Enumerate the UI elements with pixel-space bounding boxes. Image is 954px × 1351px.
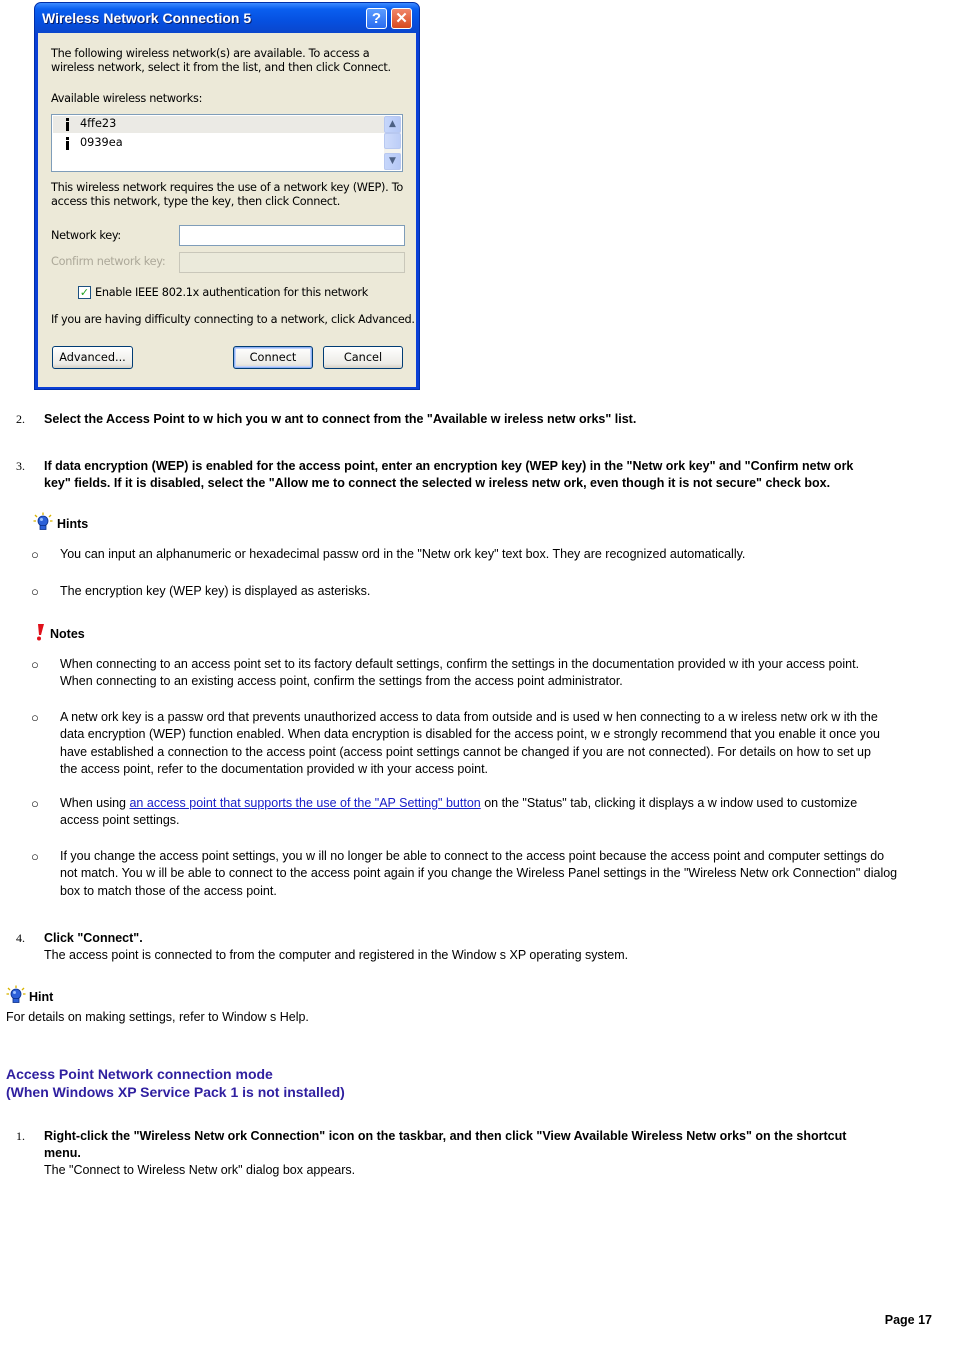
network-list-label: Available wireless networks: [51, 92, 203, 105]
wireless-connection-dialog [34, 2, 420, 390]
step3-text-line2: key" fields. If it is disabled, select the "Allow me to connect the selected w ireless netw ork, even though it is not secure" check box. [44, 476, 831, 490]
note-item [60, 848, 936, 900]
advanced-button[interactable]: Advanced... [52, 346, 133, 369]
ap-setting-link[interactable]: an access point that supports the use of the "AP Setting" button [129, 796, 481, 810]
network-key-label: Network key: [51, 229, 121, 242]
step1-desc: The "Connect to Wireless Netw ork" dialog box appears. [44, 1163, 356, 1177]
note-text: When using [60, 796, 130, 810]
note-line: have established a connection to the access point (access point settings cannot be changed if you are not connected). For details on how to set up [60, 744, 871, 759]
wep-text-line2: access this network, type the key, then click Connect. [51, 195, 341, 208]
bullet: ○ [31, 584, 39, 599]
section-heading-line1: Access Point Network connection mode [6, 1066, 273, 1082]
step-number: 3. [16, 459, 25, 473]
network-list-scrollbar[interactable] [384, 116, 401, 170]
step4-desc: The access point is connected to from the computer and registered in the Window s XP operating system. [44, 948, 629, 962]
lightbulb-icon [6, 985, 26, 1005]
page-number: Page 17 [884, 1313, 932, 1327]
bullet: ○ [31, 710, 39, 725]
scroll-up-icon[interactable]: ▲ [384, 116, 401, 133]
hints-title: Hints [57, 517, 89, 531]
wep-text-line1: This wireless network requires the use of a network key (WEP). To [51, 181, 404, 194]
network-name: 4ffe23 [80, 117, 117, 130]
network-item[interactable] [53, 116, 386, 133]
note-item [60, 709, 936, 779]
exclamation-icon [34, 623, 46, 641]
ieee-checkbox-label: Enable IEEE 802.1x authentication for this network [95, 286, 368, 299]
notes-title: Notes [50, 627, 85, 641]
step-number: 2. [16, 412, 25, 426]
note-item [60, 795, 936, 830]
scroll-thumb[interactable] [384, 133, 401, 149]
bullet: ○ [31, 547, 39, 562]
network-name: 0939ea [80, 136, 123, 149]
step1-text-line2: menu. [44, 1146, 81, 1160]
note-line: data encryption (WEP) function enabled. When data encryption is disabled for the access point, w e strongly recommend that you enable it once you [60, 727, 880, 742]
dialog-title: Wireless Network Connection 5 [42, 10, 252, 26]
bullet: ○ [31, 849, 39, 864]
bullet: ○ [31, 796, 39, 811]
intro-text-line1: The following wireless network(s) are available. To access a [51, 47, 370, 60]
note-text: on the "Status" tab, clicking it displays a w indow used to customize [480, 796, 858, 810]
close-button[interactable]: ✕ [391, 8, 412, 29]
lightbulb-icon [33, 512, 53, 532]
note-line: the access point, refer to the documentation provided w ith your access point. [60, 762, 489, 777]
dialog-body [38, 33, 416, 387]
scroll-down-icon[interactable]: ▼ [384, 153, 401, 170]
wireless-network-icon [64, 118, 70, 131]
ieee-checkbox[interactable]: ✓ [79, 286, 90, 299]
confirm-key-label: Confirm network key: [51, 255, 166, 268]
step1-text-line1: Right-click the "Wireless Netw ork Connection" icon on the taskbar, and then click "View Available Wireless Netw orks" on the shortcut [44, 1129, 847, 1143]
hint-text: For details on making settings, refer to Window s Help. [6, 1010, 309, 1024]
step4-title: Click "Connect". [44, 931, 143, 945]
step-number: 4. [16, 931, 25, 945]
hint-title: Hint [29, 990, 54, 1004]
hint-item: You can input an alphanumeric or hexadecimal passw ord in the "Netw ork key" text box. They are recognized automatically. [60, 547, 746, 561]
step3-text-line1: If data encryption (WEP) is enabled for the access point, enter an encryption key (WEP key) in the "Netw ork key" and "Confirm netw ork [44, 459, 854, 473]
hint-item: The encryption key (WEP key) is displayed as asterisks. [60, 584, 371, 598]
note-line: When connecting to an existing access point, confirm the settings from the access point administrator. [60, 674, 623, 689]
note-line: not match. You w ill be able to connect to the access point again if you change the Wireless Panel settings in the "Wireless Netw ork Connection" dialog [60, 866, 898, 881]
note-line: When connecting to an access point set to its factory default settings, confirm the settings in the documentation provided w ith your access point. [60, 657, 860, 671]
advanced-note: If you are having difficulty connecting to a network, click Advanced. [51, 313, 415, 326]
help-button[interactable]: ? [366, 8, 387, 29]
network-list[interactable] [51, 114, 403, 172]
dialog-titlebar[interactable] [35, 3, 419, 33]
section-heading-line2: (When Windows XP Service Pack 1 is not installed) [6, 1084, 345, 1100]
note-line: box to match those of the access point. [60, 883, 277, 898]
cancel-button[interactable]: Cancel [323, 346, 403, 369]
step2-text: Select the Access Point to w hich you w ant to connect from the "Available w ireless netw orks" list. [44, 412, 637, 426]
step-number: 1. [16, 1129, 25, 1143]
connect-button[interactable]: Connect [233, 346, 313, 369]
note-item [60, 656, 936, 691]
bullet: ○ [31, 657, 39, 672]
confirm-key-input[interactable] [179, 252, 405, 273]
note-line: A netw ork key is a passw ord that prevents unauthorized access to data from outside and is used w hen connecting to a w ireless netw ork w ith the [60, 710, 878, 724]
note-line: If you change the access point settings, you w ill no longer be able to connect to the access point because the access point and computer settings do [60, 849, 885, 863]
note-line: access point settings. [60, 813, 180, 828]
network-item[interactable] [53, 135, 386, 152]
intro-text-line2: wireless network, select it from the list, and then click Connect. [51, 61, 391, 74]
note-line [60, 795, 936, 812]
network-key-input[interactable] [179, 225, 405, 246]
wireless-network-icon [64, 137, 70, 150]
